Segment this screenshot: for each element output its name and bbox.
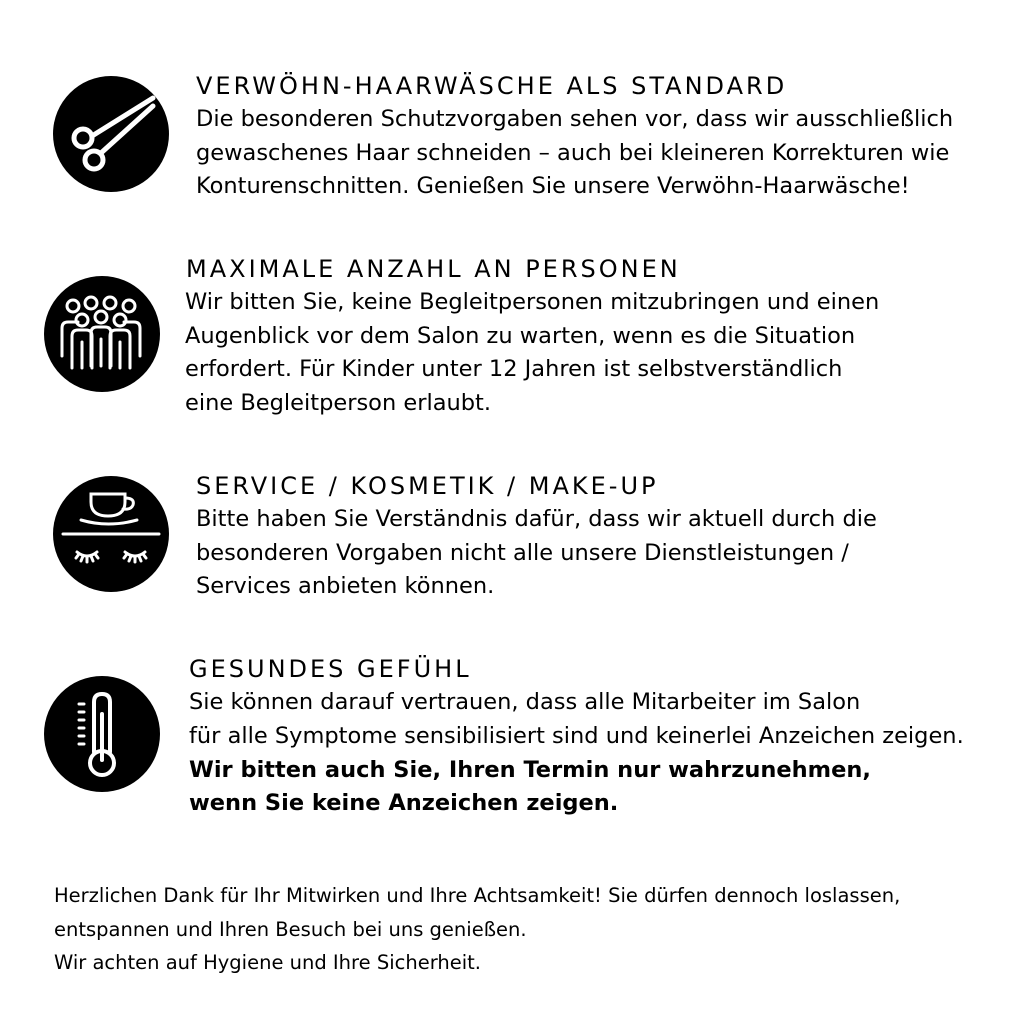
section-title-personen: MAXIMALE ANZAHL AN PERSONEN <box>186 255 681 283</box>
section-text-line: gewaschenes Haar schneiden – auch bei kleineren Korrekturen wie <box>196 140 950 166</box>
section-text-line: Bitte haben Sie Verständnis dafür, dass wir aktuell durch die <box>196 506 877 532</box>
section-text-line: Wir bitten Sie, keine Begleitpersonen mitzubringen und einen <box>185 289 880 315</box>
section-bold-line: wenn Sie keine Anzeichen zeigen. <box>189 790 619 816</box>
section-text-line: Konturenschnitten. Genießen Sie unsere Verwöhn-Haarwäsche! <box>196 173 910 199</box>
scissors-icon <box>53 76 169 192</box>
footer-line: Wir achten auf Hygiene und Ihre Sicherheit. <box>54 951 481 974</box>
footer-line: Herzlichen Dank für Ihr Mitwirken und Ihre Achtsamkeit! Sie dürfen dennoch loslassen, <box>54 884 901 907</box>
section-text-line: für alle Symptome sensibilisiert sind und keinerlei Anzeichen zeigen. <box>189 723 964 749</box>
section-title-gesundes-gefuehl: GESUNDES GEFÜHL <box>189 655 472 683</box>
section-text-line: eine Begleitperson erlaubt. <box>185 390 492 416</box>
section-text-line: besonderen Vorgaben nicht alle unsere Dienstleistungen / <box>196 540 849 566</box>
section-bold-line: Wir bitten auch Sie, Ihren Termin nur wahrzunehmen, <box>189 757 871 783</box>
coffee-cup-eyelashes-icon <box>53 476 169 592</box>
section-title-haarwaesche: VERWÖHN-HAARWÄSCHE ALS STANDARD <box>196 72 788 100</box>
section-title-service: SERVICE / KOSMETIK / MAKE-UP <box>196 472 659 500</box>
section-text-line: Sie können darauf vertrauen, dass alle Mitarbeiter im Salon <box>189 689 861 715</box>
section-text-line: Services anbieten können. <box>196 573 495 599</box>
thermometer-icon <box>44 676 160 792</box>
section-text-line: Augenblick vor dem Salon zu warten, wenn es die Situation <box>185 323 856 349</box>
section-text-line: Die besonderen Schutzvorgaben sehen vor, dass wir ausschließlich <box>196 106 954 132</box>
footer-line: entspannen und Ihren Besuch bei uns genießen. <box>54 918 527 941</box>
group-of-people-icon <box>44 276 160 392</box>
section-text-line: erfordert. Für Kinder unter 12 Jahren ist selbstverständlich <box>185 356 843 382</box>
